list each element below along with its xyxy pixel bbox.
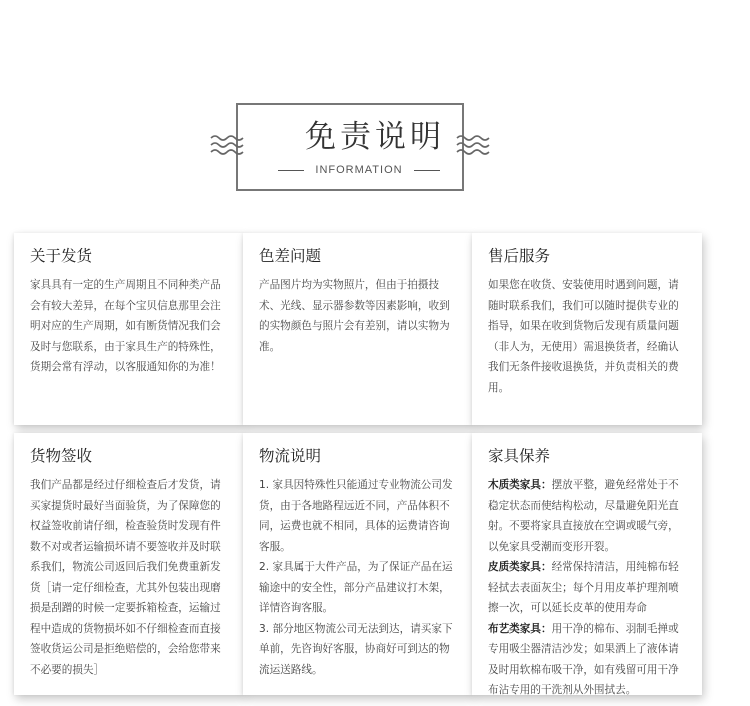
page-title: 免责说明: [305, 119, 445, 155]
card-shipping-body: 家具具有一定的生产周期且不同种类产品会有较大差异，在每个宝贝信息那里会注明对应的生产周期，如有断货情况我们会及时与您联系，由于家具生产的特殊性，货期会常有浮动，以客服通知你的为准！: [30, 279, 221, 373]
card-receipt-body: 我们产品都是经过仔细检查后才发货，请买家提货时最好当面验货，为了保障您的权益签收前请仔细，检查验货时发现有件数不对或者运输损坏请不要签收并及时联系我们，物流公司返回后我们免费重新发货［请一定仔细检查，尤其外包装出现磨损是刮蹭的时候一定要拆箱检查，运输过程中造成的货物损坏如不仔细检查而直接签收货运公司是拒绝赔偿的，会给您带来不必要的损失］: [30, 479, 221, 676]
card-after-sales: [472, 233, 702, 425]
logistics-paragraph: 2. 家具属于大件产品，为了保证产品在运输途中的安全性，部分产品建议打木架，详情咨询客服。: [259, 561, 453, 614]
subtitle-divider-left: [278, 170, 304, 171]
maintenance-item: [488, 557, 688, 619]
card-receipt: [14, 433, 244, 695]
maintenance-item-text: 用干净的棉布、羽制毛掸或专用吸尘器清洁沙发；如果洒上了液体请及时用软棉布吸干净，如有残留可用干净布沾专用的干洗剂从外围拭去。: [488, 622, 679, 696]
page-subtitle-row: [278, 160, 440, 180]
page-subtitle: INFORMATION: [315, 164, 403, 176]
maintenance-item-text: 经常保持清洁，用纯棉布轻轻拭去表面灰尘；每个月用皮革护理剂喷擦一次，可以延长皮革的使用寿命: [488, 561, 679, 614]
maintenance-item: [488, 475, 688, 557]
logistics-paragraph: 1. 家具因特殊性只能通过专业物流公司发货，由于各地路程远近不同，产品体积不同，运费也就不相同，具体的运费请咨询客服。: [259, 479, 453, 553]
card-after-sales-body: 如果您在收货、安装使用时遇到问题，请随时联系我们，我们可以随时提供专业的指导，如果在收到货物后发现有质量问题（非人为，无使用）需退换货者，经确认我们无条件接收退换货，并负责相关的费用。: [488, 279, 679, 394]
card-maintenance: [472, 433, 702, 695]
card-color-difference-title: 色差问题: [259, 247, 322, 265]
card-shipping-title: 关于发货: [30, 247, 93, 265]
card-maintenance-title: 家具保养: [488, 447, 551, 465]
subtitle-divider-right: [414, 170, 440, 171]
card-maintenance-body: [488, 475, 688, 701]
maintenance-item-label: 皮质类家具：: [488, 561, 552, 573]
card-color-difference-body: 产品图片均为实物照片，但由于拍摄技术、光线、显示器参数等因素影响，收到的实物颜色与照片会有差别，请以实物为准。: [259, 279, 450, 353]
card-logistics: [243, 433, 473, 695]
card-color-difference: [243, 233, 473, 425]
maintenance-item: [488, 619, 688, 701]
card-after-sales-title: 售后服务: [488, 247, 551, 265]
card-shipping: [14, 233, 244, 425]
card-logistics-body: [259, 475, 459, 680]
maintenance-item-text: 摆放平整，避免经常处于不稳定状态而使结构松动，尽量避免阳光直射。不要将家具直接放在空调或暖气旁，以免家具受潮而变形开裂。: [488, 479, 679, 553]
logistics-paragraph: 3. 部分地区物流公司无法到达，请买家下单前，先咨询好客服，协商好可到达的物流运送路线。: [259, 622, 453, 676]
maintenance-item-label: 布艺类家具：: [488, 622, 552, 635]
card-receipt-title: 货物签收: [30, 447, 93, 465]
maintenance-item-label: 木质类家具：: [488, 479, 552, 491]
card-logistics-title: 物流说明: [259, 447, 322, 465]
